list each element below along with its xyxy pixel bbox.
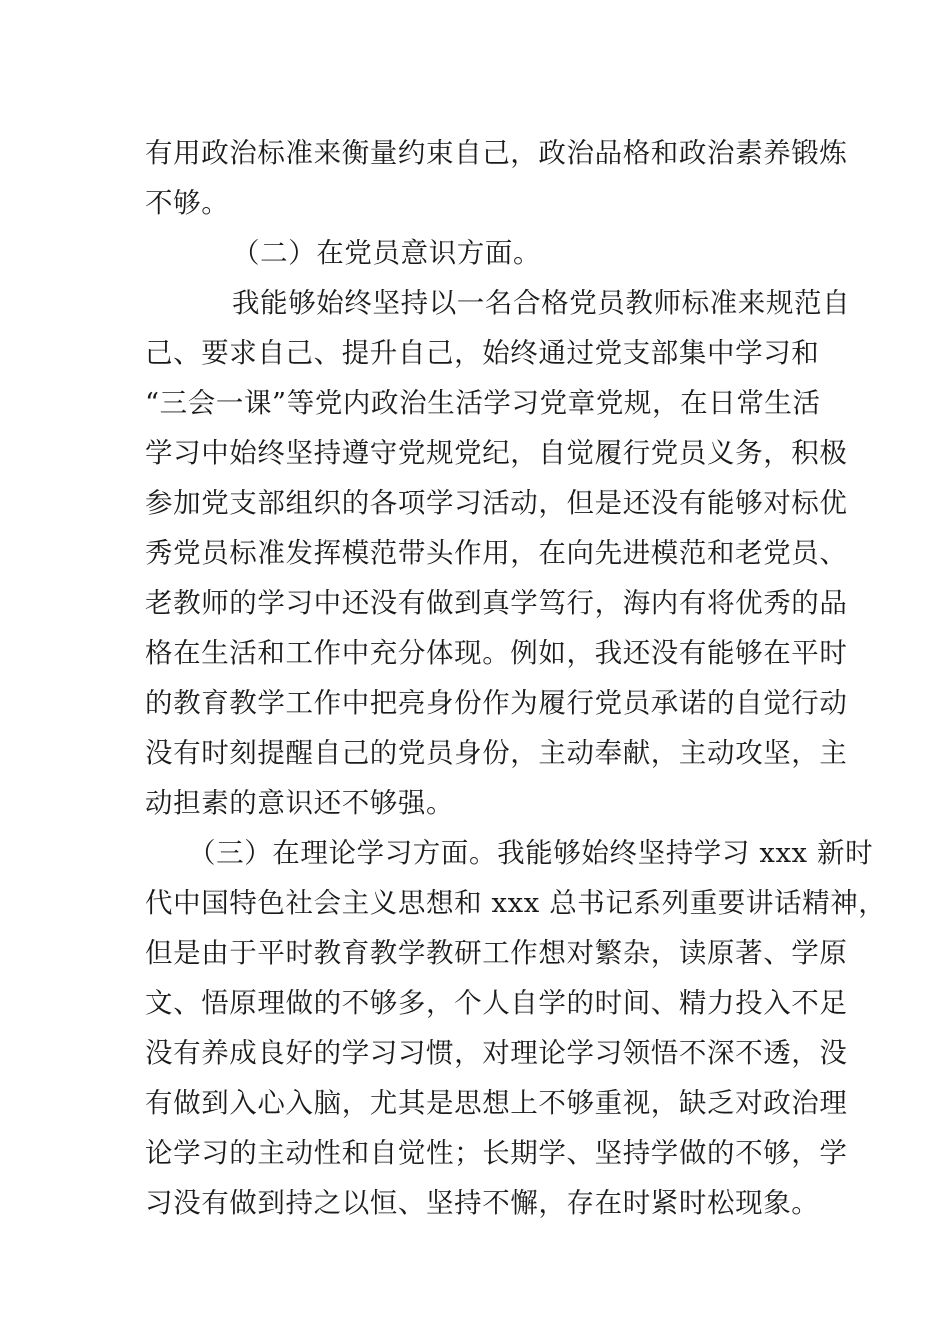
text-line-9: 秀党员标准发挥模范带头作用，在向先进模范和老党员、 [145, 537, 848, 569]
text-line-2: 不够。 [145, 187, 230, 219]
section-heading-3: （三）在理论学习方面。我能够始终坚持学习 xxx 新时 [188, 837, 874, 869]
text-line-4: 我能够始终坚持以一名合格党员教师标准来规范自 [232, 287, 851, 319]
text-line-1: 有用政治标准来衡量约束自己，政治品格和政治素养锻炼 [145, 137, 848, 169]
text-line-16: 代中国特色社会主义思想和 xxx 总书记系列重要讲话精神， [145, 887, 887, 919]
text-line-6: “三会一课”等党内政治生活学习党章党规，在日常生活 [145, 387, 821, 419]
text-line-7: 学习中始终坚持遵守党规党纪，自觉履行党员义务，积极 [145, 437, 848, 469]
text-line-10: 老教师的学习中还没有做到真学笃行，海内有将优秀的品 [145, 587, 848, 619]
text-line-11: 格在生活和工作中充分体现。例如，我还没有能够在平时 [145, 637, 848, 669]
text-line-17: 但是由于平时教育教学教研工作想对繁杂，读原著、学原 [145, 937, 848, 969]
text-line-18: 文、悟原理做的不够多，个人自学的时间、精力投入不足 [145, 987, 848, 1019]
text-line-13: 没有时刻提醒自己的党员身份，主动奉献，主动攻坚，主 [145, 737, 848, 769]
section-heading-2: （二）在党员意识方面。 [232, 237, 542, 269]
text-line-20: 有做到入心入脑，尤其是思想上不够重视，缺乏对政治理 [145, 1087, 848, 1119]
text-line-21: 论学习的主动性和自觉性；长期学、坚持学做的不够，学 [145, 1137, 848, 1169]
text-line-8: 参加党支部组织的各项学习活动，但是还没有能够对标优 [145, 487, 848, 519]
text-line-19: 没有养成良好的学习习惯，对理论学习领悟不深不透，没 [145, 1037, 848, 1069]
text-line-12: 的教育教学工作中把亮身份作为履行党员承诺的自觉行动 [145, 687, 848, 719]
text-line-14: 动担素的意识还不够强。 [145, 787, 455, 819]
text-line-22: 习没有做到持之以恒、坚持不懈，存在时紧时松现象。 [145, 1187, 820, 1219]
text-line-5: 己、要求自己、提升自己，始终通过党支部集中学习和 [145, 337, 820, 369]
